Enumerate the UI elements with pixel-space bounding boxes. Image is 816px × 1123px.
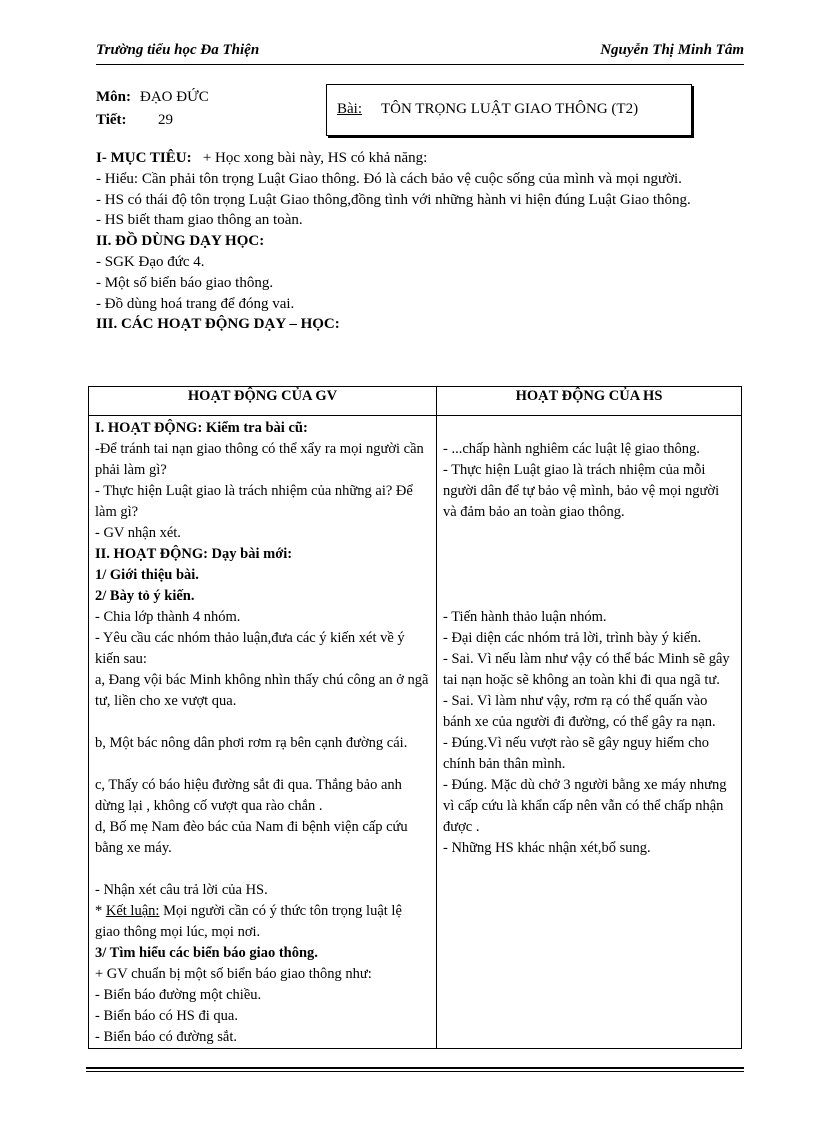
footer-rule [86, 1067, 744, 1069]
student-column-header: HOẠT ĐỘNG CỦA HS [437, 387, 742, 416]
period-value: 29 [158, 112, 173, 128]
conclusion-text: Mọi người cần có ý thức tôn trọng luật lệ giao thông mọi lúc, mọi nơi. [95, 903, 402, 940]
spacer [443, 523, 735, 544]
situation-b: b, Một bác nông dân phơi rơm rạ bên cạnh đường cái. [95, 735, 408, 751]
table-header-row [89, 387, 742, 416]
activity-heading: I. HOẠT ĐỘNG: Kiểm tra bài cũ: [95, 420, 308, 436]
spacer [95, 754, 430, 775]
student-response: - Sai. Vì làm như vậy, rơm rạ có thể quấn vào bánh xe của người đi đường, có thể gây ra nạn. [443, 693, 716, 730]
student-response: - ...chấp hành nghiêm các luật lệ giao thông. [443, 441, 700, 457]
activity-line: -Để tránh tai nạn giao thông có thể xẩy ra mọi người cần phải làm gì? [95, 441, 424, 478]
spacer [95, 712, 430, 733]
student-response: - Đúng.Vì nếu vượt rào sẽ gây nguy hiểm cho chính bản thân mình. [443, 735, 709, 772]
lesson-title: TÔN TRỌNG LUẬT GIAO THÔNG (T2) [381, 101, 639, 117]
activity-line: - Biển báo có HS đi qua. [95, 1008, 238, 1024]
objective-item: - Hiểu: Cần phải tôn trọng Luật Giao thông. Đó là cách bảo vệ cuộc sống của mình và mọi người. [96, 170, 682, 187]
lesson-overview [96, 148, 736, 335]
spacer [443, 418, 735, 439]
activity-line: - GV nhận xét. [95, 525, 181, 541]
activity-line: - Biển báo có đường sắt. [95, 1029, 237, 1045]
student-activities-cell [437, 416, 742, 1049]
situation-d: d, Bố mẹ Nam đèo bác của Nam đi bệnh viện cấp cứu bằng xe máy. [95, 819, 408, 856]
activity-line: - Biển báo đường một chiều. [95, 987, 262, 1003]
spacer [95, 859, 430, 880]
objective-item: - HS có thái độ tôn trọng Luật Giao thông,đồng tình với những hành vi hiện đúng Luật Giao thông. [96, 191, 691, 208]
activities-heading: III. CÁC HOẠT ĐỘNG DẠY – HỌC: [96, 316, 340, 333]
student-response: - Đúng. Mặc dù chở 3 người bằng xe máy nhưng vì cấp cứu là khẩn cấp nên vẫn có thể chấp nhận được . [443, 777, 727, 835]
school-name: Trường tiểu học Đa Thiện [96, 42, 260, 58]
objectives-heading: I- MỤC TIÊU: [96, 150, 192, 166]
student-response: - Thực hiện Luật giao là trách nhiệm của mỗi người dân để tự bảo vệ mình, bảo vệ mọi người và đảm bảo an toàn giao thông. [443, 462, 720, 520]
subject-value: ĐẠO ĐỨC [140, 89, 209, 105]
activities-table [88, 386, 742, 1049]
student-response: - Đại diện các nhóm trả lời, trình bày ý kiến. [443, 630, 702, 646]
spacer [443, 586, 735, 607]
activity-subheading: 3/ Tìm hiểu các biển báo giao thông. [95, 945, 318, 961]
table-row [89, 416, 742, 1049]
teacher-column-header: HOẠT ĐỘNG CỦA GV [89, 387, 437, 416]
teacher-activities-cell [89, 416, 437, 1049]
objective-item: - HS biết tham giao thông an toàn. [96, 212, 303, 229]
activity-heading: II. HOẠT ĐỘNG: Dạy bài mới: [95, 546, 293, 562]
spacer [443, 544, 735, 565]
lesson-meta [96, 86, 209, 132]
student-response: - Tiến hành thảo luận nhóm. [443, 609, 607, 625]
lesson-label: Bài: [337, 101, 362, 117]
teacher-name: Nguyễn Thị Minh Tâm [600, 42, 744, 58]
activity-line: + GV chuẩn bị một số biển báo giao thông như: [95, 966, 372, 982]
material-item: - SGK Đạo đức 4. [96, 253, 205, 270]
objectives-intro: + Học xong bài này, HS có khả năng: [202, 150, 428, 166]
activity-line: - Chia lớp thành 4 nhóm. [95, 609, 241, 625]
activity-line: - Yêu cầu các nhóm thảo luận,đưa các ý kiến xét về ý kiến sau: [95, 630, 405, 667]
conclusion: * Kết luận: Mọi người cần có ý thức tôn trọng luật lệ giao thông mọi lúc, mọi nơi. [95, 903, 402, 940]
spacer [443, 565, 735, 586]
materials-heading: II. ĐỒ DÙNG DẠY HỌC: [96, 233, 265, 250]
activity-subheading: 2/ Bày tỏ ý kiến. [95, 588, 195, 604]
page-header [96, 40, 744, 65]
period-label: Tiết: [96, 112, 127, 128]
conclusion-label: Kết luận: [105, 903, 160, 919]
material-item: - Một số biển báo giao thông. [96, 274, 274, 291]
lesson-title-box [326, 84, 692, 136]
material-item: - Đồ dùng hoá trang để đóng vai. [96, 295, 295, 312]
situation-a: a, Đang vội bác Minh không nhìn thấy chú công an ở ngã tư, liền cho xe vượt qua. [95, 672, 429, 709]
objectives-heading-line [96, 148, 736, 169]
activity-line: - Thực hiện Luật giao là trách nhiệm của những ai? Để làm gì? [95, 483, 413, 520]
subject-label: Môn: [96, 89, 131, 105]
student-response: - Sai. Vì nếu làm như vậy có thể bác Minh sẽ gây tai nạn hoặc sẽ không an toàn khi đi qua ngã tư. [443, 651, 730, 688]
situation-c: c, Thấy có báo hiệu đường sắt đi qua. Thắng bảo anh dừng lại , không cố vượt qua rào chắn . [95, 777, 402, 814]
footer-rule-thin [86, 1071, 744, 1072]
activity-subheading: 1/ Giới thiệu bài. [95, 567, 199, 583]
activity-line: - Nhận xét câu trả lời của HS. [95, 882, 268, 898]
student-response: - Những HS khác nhận xét,bổ sung. [443, 840, 651, 856]
